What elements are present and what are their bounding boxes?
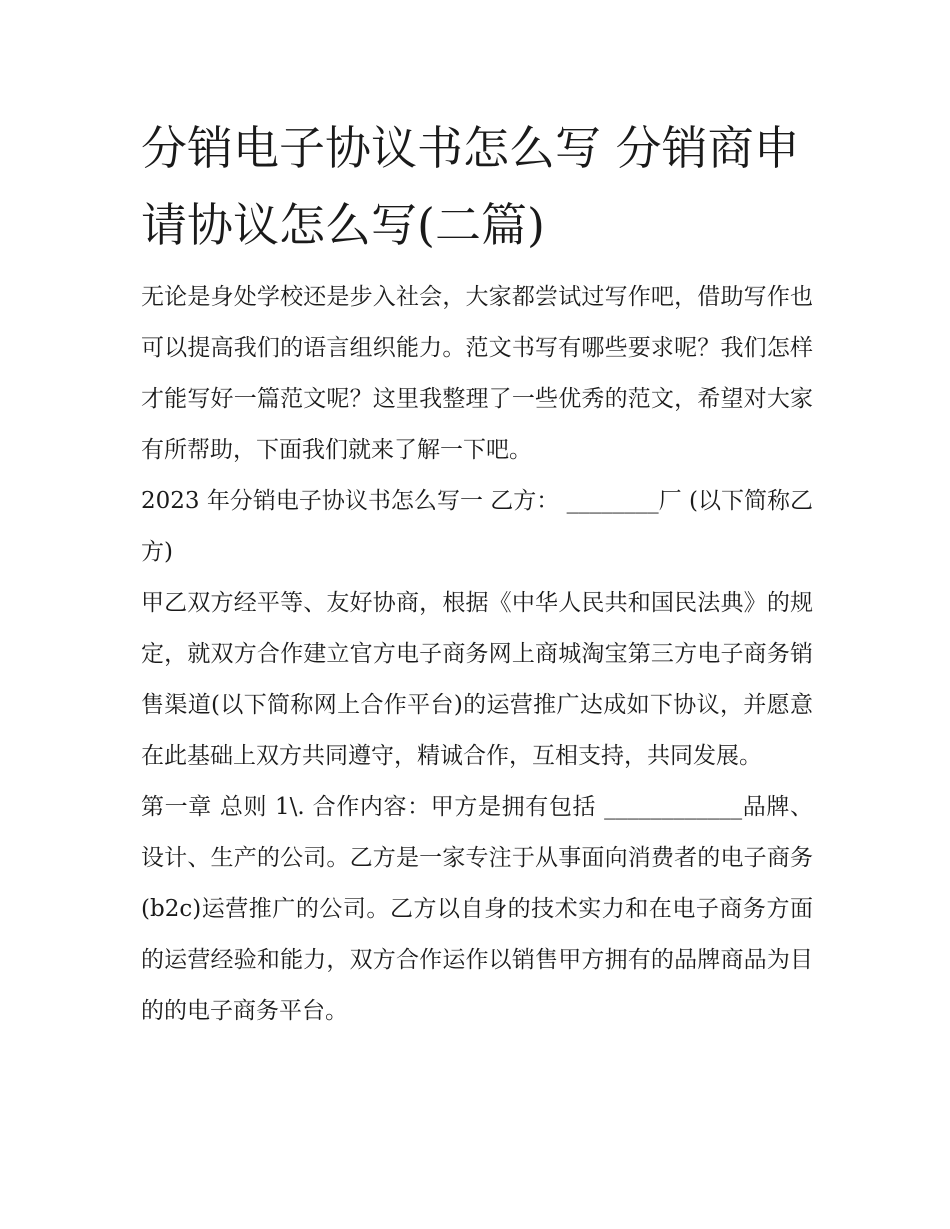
document-title: 分销电子协议书怎么写 分销商申请协议怎么写(二篇) (141, 121, 800, 252)
agreement-preamble-paragraph: 甲乙双方经平等、友好协商，根据《中华人民共和国民法典》的规定，就双方合作建立官方电子商务网上商城淘宝第三方电子商务销售渠道(以下简称网上合作平台)的运营推广达成如下协议，并愿意在此基础上双方共同遵守，精诚合作，互相支持，共同发展。 (141, 590, 813, 769)
agreement-heading-paragraph: 2023 年分销电子协议书怎么写一 乙方： ________厂 (以下简称乙方) (141, 488, 813, 565)
chapter-one-paragraph: 第一章 总则 1\. 合作内容：甲方是拥有包括 ____________品牌、设计、生产的公司。乙方是一家专注于从事面向消费者的电子商务(b2c)运营推广的公司。乙方以自身的技术实力和在电子商务方面的运营经验和能力，双方合作运作以销售甲方拥有的品牌商品为目的的电子商务平台。 (141, 794, 813, 1024)
document-page (141, 110, 813, 1037)
intro-paragraph: 无论是身处学校还是步入社会，大家都尝试过写作吧，借助写作也可以提高我们的语言组织能力。范文书写有哪些要求呢？我们怎样才能写好一篇范文呢？这里我整理了一些优秀的范文，希望对大家有所帮助，下面我们就来了解一下吧。 (141, 284, 813, 463)
